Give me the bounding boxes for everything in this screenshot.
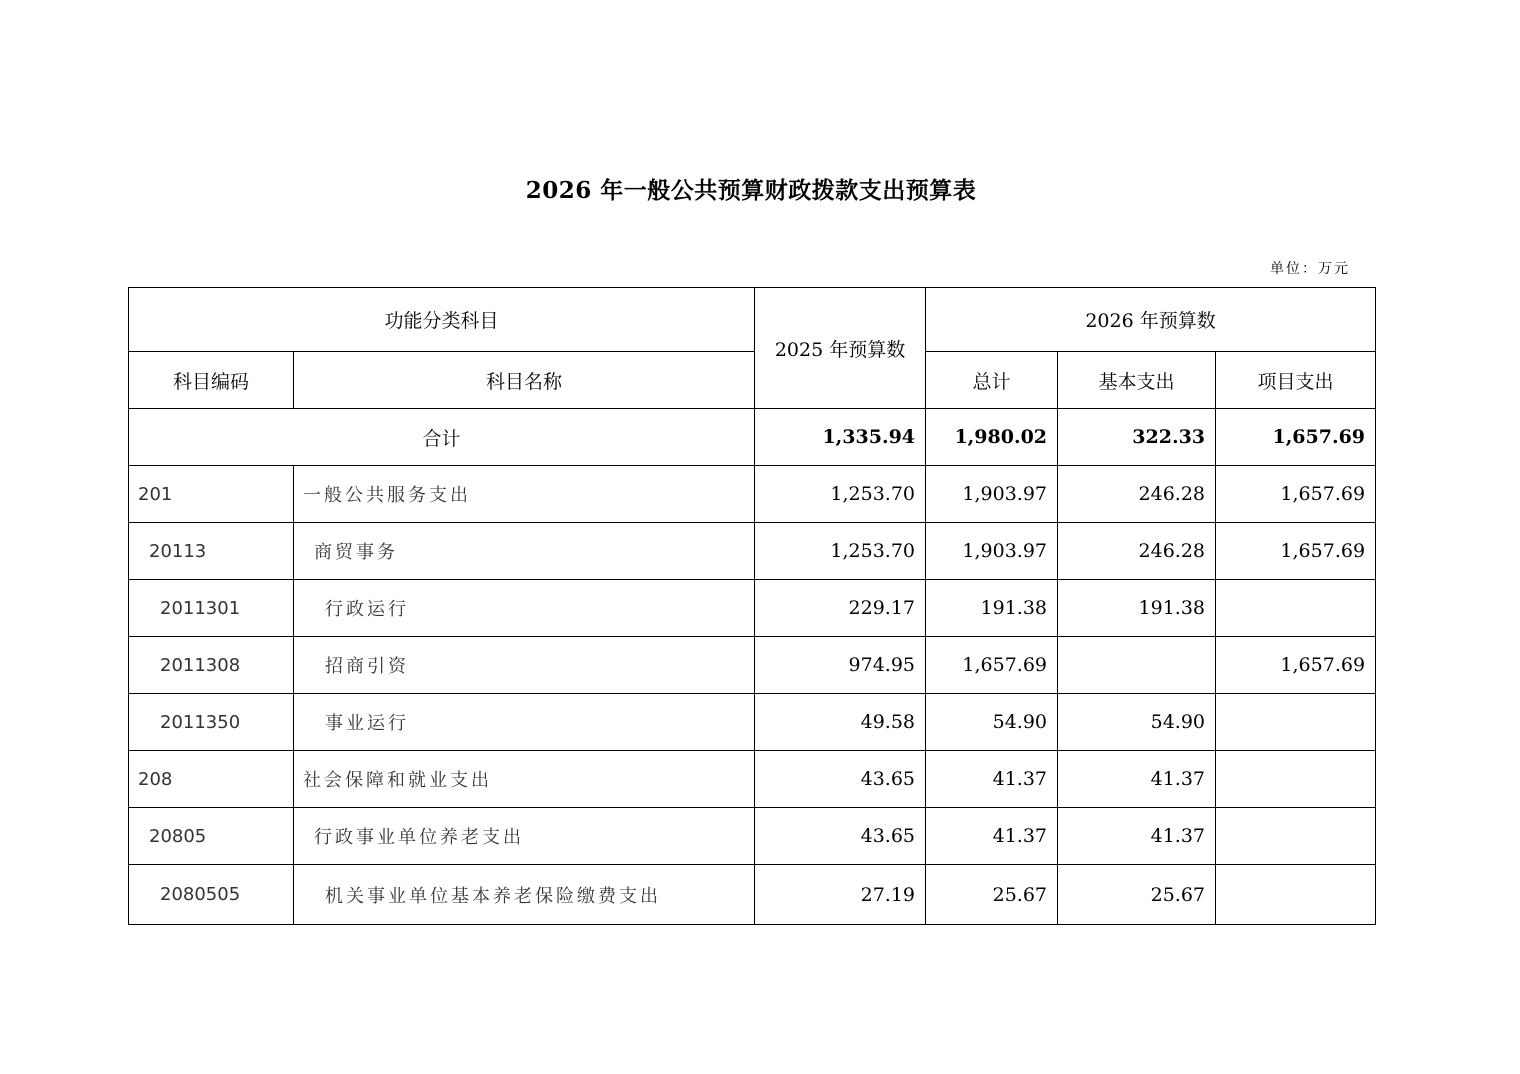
row-project: 1,657.69 <box>1216 637 1376 694</box>
row-code: 2011308 <box>129 637 294 694</box>
row-name: 商贸事务 <box>294 523 755 580</box>
row-budget-2025: 1,253.70 <box>755 466 926 523</box>
row-budget-2025: 229.17 <box>755 580 926 637</box>
row-project <box>1216 751 1376 808</box>
table-row <box>129 637 1376 694</box>
row-total: 1,903.97 <box>926 466 1058 523</box>
row-basic: 25.67 <box>1058 865 1216 925</box>
row-basic: 246.28 <box>1058 523 1216 580</box>
row-basic: 54.90 <box>1058 694 1216 751</box>
row-project <box>1216 808 1376 865</box>
table-row <box>129 523 1376 580</box>
budget-table <box>128 287 1376 925</box>
row-name: 行政运行 <box>294 580 755 637</box>
row-code: 201 <box>129 466 294 523</box>
row-budget-2025: 43.65 <box>755 808 926 865</box>
row-name: 行政事业单位养老支出 <box>294 808 755 865</box>
row-budget-2025: 974.95 <box>755 637 926 694</box>
table-row <box>129 865 1376 925</box>
total-basic: 322.33 <box>1058 409 1216 466</box>
total-budget-2025: 1,335.94 <box>755 409 926 466</box>
row-code: 2080505 <box>129 865 294 925</box>
table-row <box>129 751 1376 808</box>
row-total: 1,903.97 <box>926 523 1058 580</box>
row-basic: 246.28 <box>1058 466 1216 523</box>
header-total: 总计 <box>926 352 1058 409</box>
row-code: 208 <box>129 751 294 808</box>
header-basic: 基本支出 <box>1058 352 1216 409</box>
header-budget-2025: 2025 年预算数 <box>755 288 926 409</box>
header-functional-category: 功能分类科目 <box>129 288 755 352</box>
unit-label: 单位：万元 <box>1270 261 1350 277</box>
row-name: 社会保障和就业支出 <box>294 751 755 808</box>
page-title: 2026 年一般公共预算财政拨款支出预算表 <box>525 177 977 204</box>
row-total: 1,657.69 <box>926 637 1058 694</box>
row-budget-2025: 27.19 <box>755 865 926 925</box>
row-name: 招商引资 <box>294 637 755 694</box>
row-name: 机关事业单位基本养老保险缴费支出 <box>294 865 755 925</box>
table-row <box>129 694 1376 751</box>
table-row <box>129 808 1376 865</box>
row-basic <box>1058 637 1216 694</box>
row-total: 191.38 <box>926 580 1058 637</box>
row-basic: 41.37 <box>1058 751 1216 808</box>
table-row <box>129 466 1376 523</box>
row-project <box>1216 694 1376 751</box>
row-budget-2025: 43.65 <box>755 751 926 808</box>
row-total: 25.67 <box>926 865 1058 925</box>
header-project: 项目支出 <box>1216 352 1376 409</box>
row-budget-2025: 49.58 <box>755 694 926 751</box>
total-project: 1,657.69 <box>1216 409 1376 466</box>
row-total: 41.37 <box>926 808 1058 865</box>
row-project <box>1216 580 1376 637</box>
row-total: 54.90 <box>926 694 1058 751</box>
header-code: 科目编码 <box>129 352 294 409</box>
table-row <box>129 580 1376 637</box>
header-name: 科目名称 <box>294 352 755 409</box>
total-total: 1,980.02 <box>926 409 1058 466</box>
row-basic: 41.37 <box>1058 808 1216 865</box>
row-project: 1,657.69 <box>1216 523 1376 580</box>
row-code: 20113 <box>129 523 294 580</box>
row-code: 2011350 <box>129 694 294 751</box>
total-row <box>129 409 1376 466</box>
row-name: 一般公共服务支出 <box>294 466 755 523</box>
row-project: 1,657.69 <box>1216 466 1376 523</box>
header-budget-2026: 2026 年预算数 <box>926 288 1376 352</box>
row-name: 事业运行 <box>294 694 755 751</box>
row-code: 2011301 <box>129 580 294 637</box>
row-code: 20805 <box>129 808 294 865</box>
row-project <box>1216 865 1376 925</box>
row-total: 41.37 <box>926 751 1058 808</box>
total-label: 合计 <box>129 409 755 466</box>
row-basic: 191.38 <box>1058 580 1216 637</box>
row-budget-2025: 1,253.70 <box>755 523 926 580</box>
